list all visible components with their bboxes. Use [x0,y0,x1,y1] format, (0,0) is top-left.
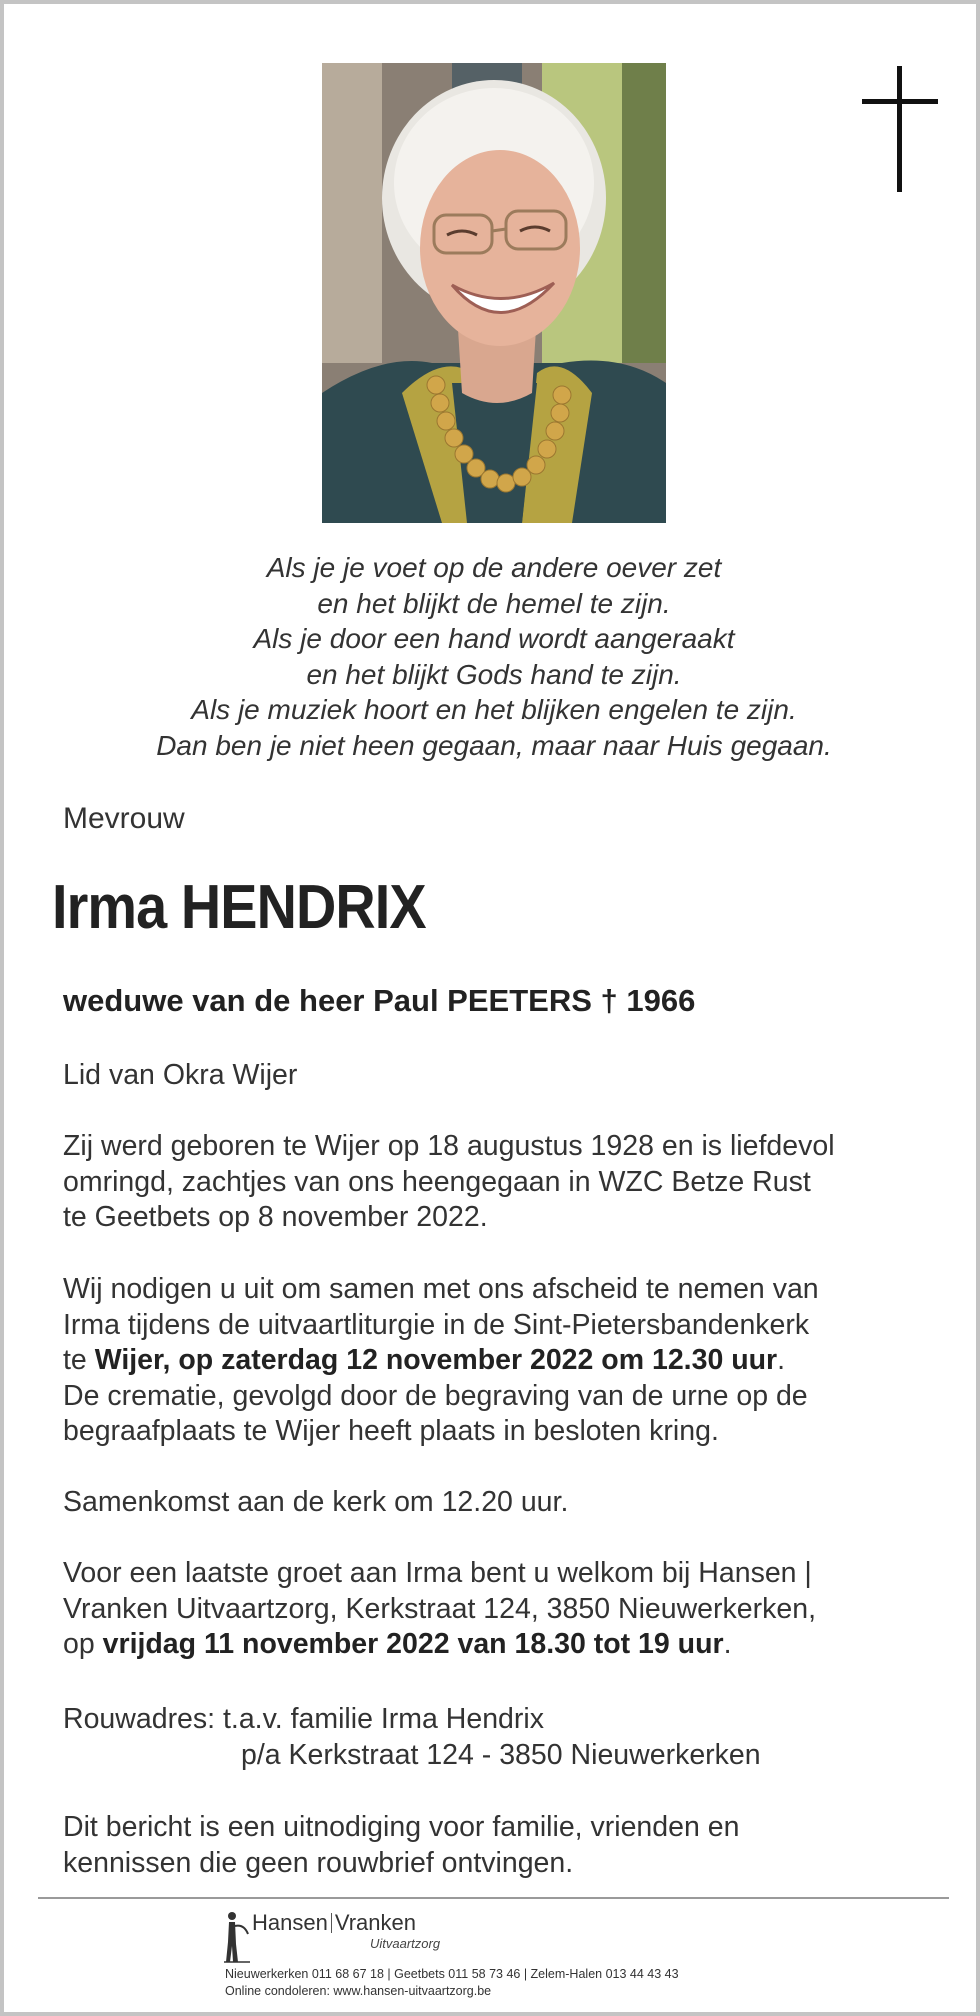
paragraph-line: op vrijdag 11 november 2022 van 18.30 tot 19 uur. [63,1628,732,1660]
widow-line: weduwe van de heer Paul PEETERS † 1966 [63,983,696,1018]
poem-line: Als je je voet op de andere oever zet [266,552,722,583]
paragraph-line: begraafplaats te Wijer heeft plaats in besloten kring. [63,1415,719,1447]
latin-cross-icon [862,66,938,192]
footer-contact [225,1966,679,2000]
funeral-home-logo-icon [222,1904,252,1964]
paragraph-line: Vranken Uitvaartzorg, Kerkstraat 124, 3850 Nieuwerkerken, [63,1592,816,1625]
paragraph-line: Voor een laatste groet aan Irma bent u welkom bij Hansen | [63,1557,812,1589]
gathering-text: Samenkomst aan de kerk om 12.20 uur. [63,1486,569,1518]
logo-wordmark: Hansen Vranken [252,1910,416,1935]
deceased-name: Irma HENDRIX [52,873,426,942]
paragraph-line: Dit bericht is een uitnodiging voor familie, vrienden en [63,1811,740,1843]
funeral-date-time: Wijer, op zaterdag 12 november 2022 om 12.30 uur [94,1344,778,1376]
funeral-paragraph [63,1272,943,1450]
membership-text: Lid van Okra Wijer [63,1059,298,1091]
contact-phones: Nieuwerkerken 011 68 67 18 | Geetbets 011 58 73 46 | Zelem-Halen 013 44 43 43 [225,1967,679,1981]
poem-line: Als je muziek hoort en het blijken engelen te zijn. [191,694,797,725]
poem-line: Dan ben je niet heen gegaan, maar naar Huis gegaan. [156,729,832,761]
salutation: Mevrouw [63,802,185,835]
portrait-illustration [322,63,666,523]
paragraph-line: Irma tijdens de uitvaartliturgie in de Sint-Pietersbandenkerk [63,1308,810,1341]
poem-line: en het blijkt de hemel te zijn. [317,587,671,619]
poem-line: en het blijkt Gods hand te zijn. [306,658,682,690]
notice-paragraph [63,1810,943,1881]
paragraph-line: De crematie, gevolgd door de begraving van de urne op de [63,1379,808,1412]
address-line: Rouwadres: t.a.v. familie Irma Hendrix [63,1703,544,1735]
viewing-date-time: vrijdag 11 november 2022 van 18.30 tot 19 uur [102,1628,724,1660]
mourning-address [63,1702,943,1773]
contact-condolence-link[interactable]: Online condoleren: www.hansen-uitvaartzorg.be [225,1984,492,1998]
portrait-photo [322,63,666,523]
paragraph-line: kennissen die geen rouwbrief ontvingen. [63,1846,574,1879]
paragraph-line: te Geetbets op 8 november 2022. [63,1201,488,1233]
memorial-poem [64,550,924,763]
address-line: p/a Kerkstraat 124 - 3850 Nieuwerkerken [241,1738,761,1771]
poem-line: Als je door een hand wordt aangeraakt [253,623,735,654]
footer-divider [38,1897,949,1899]
logo-subtitle: Uitvaartzorg [370,1936,441,1951]
paragraph-line: Wij nodigen u uit om samen met ons afscheid te nemen van [63,1273,819,1305]
funeral-home-logo [222,1904,472,1966]
birth-death-paragraph [63,1129,943,1236]
paragraph-line: te Wijer, op zaterdag 12 november 2022 om 12.30 uur. [63,1344,786,1376]
viewing-paragraph [63,1556,943,1663]
paragraph-line: Zij werd geboren te Wijer op 18 augustus 1928 en is liefdevol [63,1130,835,1162]
logo-separator [331,1913,332,1933]
paragraph-line: omringd, zachtjes van ons heengegaan in WZC Betze Rust [63,1165,811,1198]
